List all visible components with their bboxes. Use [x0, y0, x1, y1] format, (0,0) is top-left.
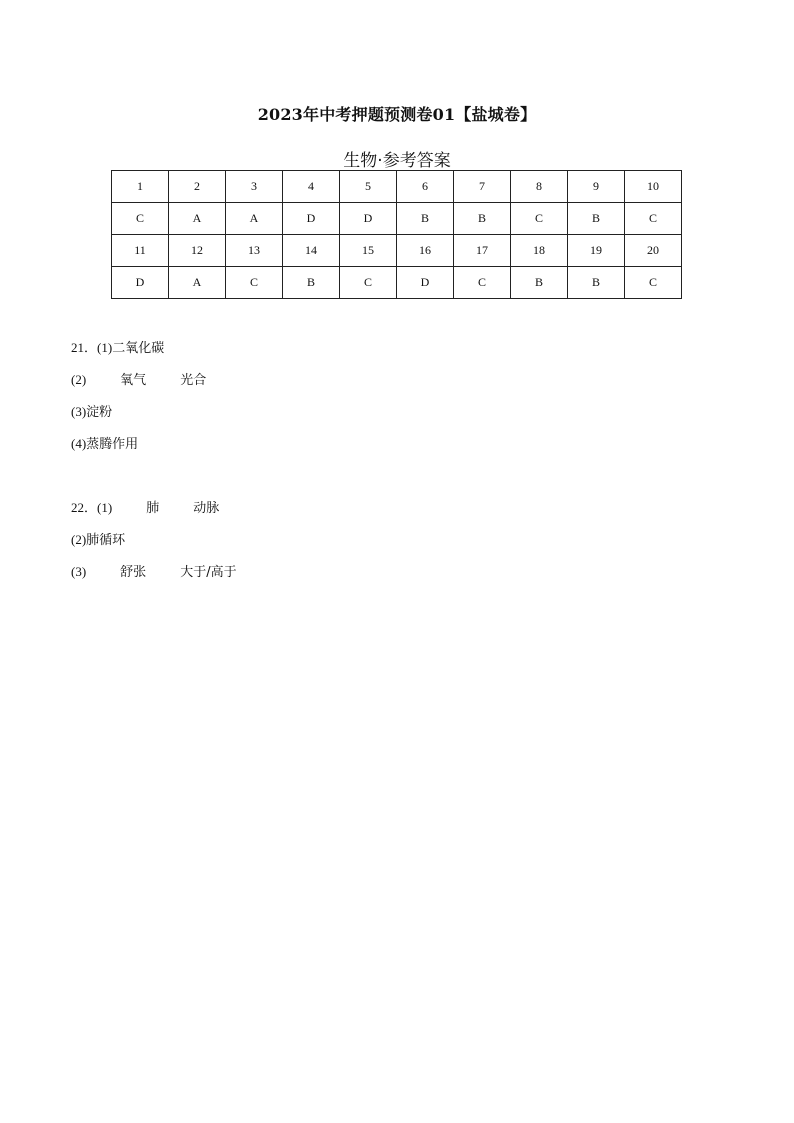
q22-number: 22．	[71, 500, 98, 515]
table-cell: C	[112, 203, 169, 235]
table-cell: 2	[169, 171, 226, 203]
table-cell: 4	[283, 171, 340, 203]
table-cell: C	[625, 203, 682, 235]
q21-part-3-label: (3)	[71, 404, 87, 419]
table-cell: C	[511, 203, 568, 235]
table-cell: 9	[568, 171, 625, 203]
table-cell: D	[340, 203, 397, 235]
table-cell: 19	[568, 235, 625, 267]
q22-part-3-answer-a: 舒张	[120, 565, 147, 580]
table-cell: C	[625, 267, 682, 299]
table-cell: 1	[112, 171, 169, 203]
table-cell: 13	[226, 235, 283, 267]
q22-part-2-label: (2)	[71, 532, 87, 547]
q22-part-3-label: (3)	[71, 564, 87, 579]
q22-part-1-answer-b: 动脉	[193, 501, 220, 516]
table-row	[112, 235, 682, 267]
q21-part-3	[71, 403, 206, 435]
table-cell: 12	[169, 235, 226, 267]
q21-part-3-answer: 淀粉	[86, 405, 113, 420]
table-cell: A	[226, 203, 283, 235]
q21-part-2-answer-a: 氧气	[120, 373, 147, 388]
q21-part-2-answer-b: 光合	[180, 373, 207, 388]
table-cell: C	[340, 267, 397, 299]
table-cell: 14	[283, 235, 340, 267]
table-cell: A	[169, 203, 226, 235]
table-cell: 16	[397, 235, 454, 267]
q22-part-1-label: (1)	[97, 500, 113, 515]
q21-number: 21．	[71, 340, 98, 355]
table-cell: 6	[397, 171, 454, 203]
table-cell: C	[226, 267, 283, 299]
q21-part-1	[71, 339, 206, 371]
table-cell: B	[568, 267, 625, 299]
q21-part-4-label: (4)	[71, 436, 87, 451]
q22-part-1	[71, 499, 237, 531]
table-cell: 20	[625, 235, 682, 267]
q21-part-1-answer: 二氧化碳	[112, 341, 165, 356]
table-row	[112, 267, 682, 299]
document-title: 2023年中考押题预测卷01【盐城卷】	[257, 105, 537, 124]
table-cell: 5	[340, 171, 397, 203]
table-cell: 15	[340, 235, 397, 267]
table-row	[112, 171, 682, 203]
table-cell: B	[283, 267, 340, 299]
table-cell: A	[169, 267, 226, 299]
table-cell: B	[454, 203, 511, 235]
q22-part-1-answer-a: 肺	[146, 501, 160, 516]
table-cell: 17	[454, 235, 511, 267]
q22-part-3	[71, 563, 237, 595]
table-cell: B	[568, 203, 625, 235]
table-cell: 8	[511, 171, 568, 203]
q21-part-1-label: (1)	[97, 340, 113, 355]
table-cell: 11	[112, 235, 169, 267]
table-cell: D	[112, 267, 169, 299]
q21-part-4-answer: 蒸腾作用	[86, 437, 139, 452]
document-subtitle: 生物·参考答案	[343, 151, 451, 171]
table-cell: D	[397, 267, 454, 299]
table-cell: 7	[454, 171, 511, 203]
table-cell: C	[454, 267, 511, 299]
table-row	[112, 203, 682, 235]
table-cell: 10	[625, 171, 682, 203]
table-cell: 18	[511, 235, 568, 267]
table-cell: B	[397, 203, 454, 235]
answer-table	[111, 170, 682, 299]
table-cell: B	[511, 267, 568, 299]
question-22	[71, 499, 237, 595]
q22-part-2	[71, 531, 237, 563]
table-cell: 3	[226, 171, 283, 203]
q22-part-3-answer-b: 大于/高于	[180, 565, 237, 580]
question-21	[71, 339, 206, 467]
q21-part-4	[71, 435, 206, 467]
q21-part-2	[71, 371, 206, 403]
table-cell: D	[283, 203, 340, 235]
q22-part-2-answer: 肺循环	[86, 533, 126, 548]
q21-part-2-label: (2)	[71, 372, 87, 387]
